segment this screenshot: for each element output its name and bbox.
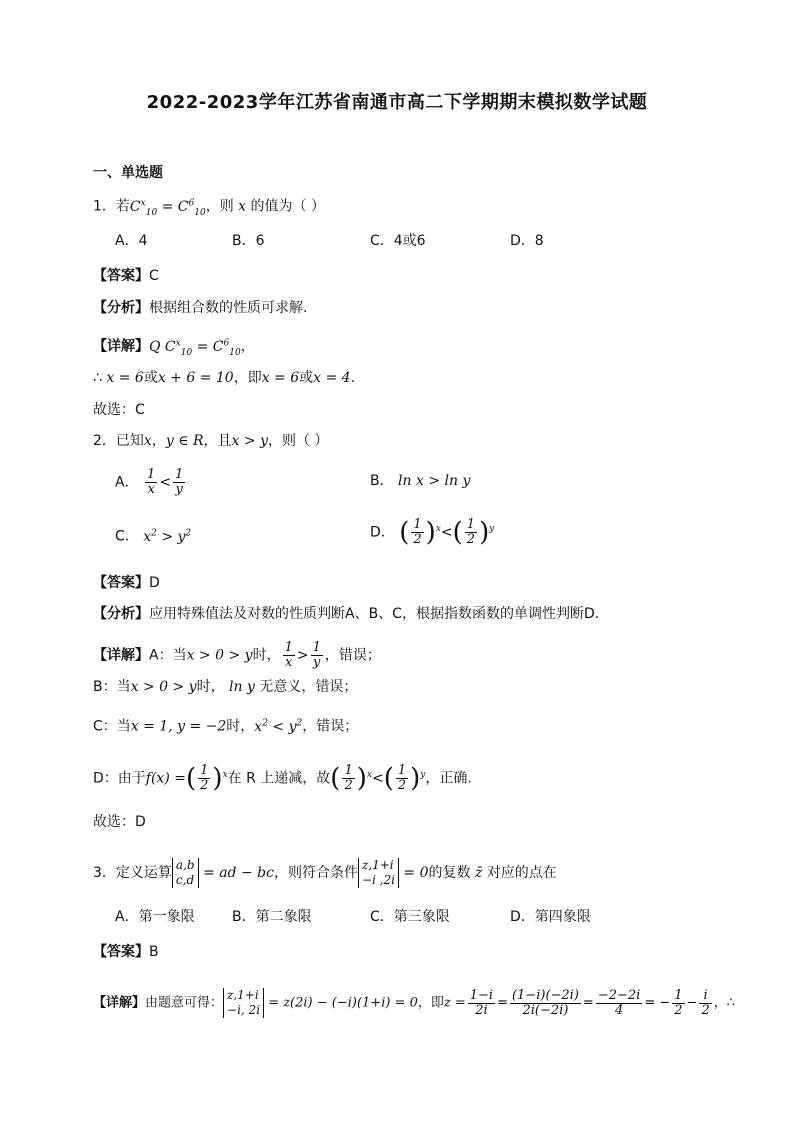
q1-option-a: A．4 <box>115 233 148 249</box>
q1-choice: 故选：C <box>93 402 145 418</box>
q2-option-b: B． ln x > ln y <box>370 473 471 489</box>
q2-detail-d: D：由于f(x) =( $\frac{1}{2}$ )$^x$在 R 上递减，故( $\frac{1}{2}$ )$^x$<( $\frac{1}{2}$ )$^y$，正确. <box>93 763 472 794</box>
q1-detail: 【详解】Q $C^x_{10} = C^6_{10}$， <box>93 338 255 358</box>
q2-option-c: C． $x^2 > y^2$ <box>115 528 192 545</box>
q1-option-b: B．6 <box>232 233 265 249</box>
page-title: 2022-2023学年江苏省南通市高二下学期期末模拟数学试题 <box>146 92 648 113</box>
q3-option-b: B．第二象限 <box>232 909 312 925</box>
q2-option-a: A． $\frac{1}{x}$ < $\frac{1}{y}$ <box>115 467 184 497</box>
q3-option-a: A．第一象限 <box>115 909 195 925</box>
section-heading: 一、单选题 <box>93 165 163 181</box>
q2-detail-c: C：当x = 1, y = −2时，$x^2 < y^2$，错误； <box>93 718 359 735</box>
question-2: 2．已知x，y ∈ R，且x > y，则（ ） <box>93 433 329 449</box>
q2-choice: 故选：D <box>93 814 146 830</box>
q1-answer: 【答案】C <box>93 268 159 284</box>
q1-option-c: C．4或6 <box>370 233 426 249</box>
question-3: 3．定义运算 a,b c,d = ad − bc，则符合条件 z,1+i −i ,2i = 0的复数 z̄ 对应的点在 <box>93 858 557 887</box>
q3-option-c: C．第三象限 <box>370 909 450 925</box>
q1-option-d: D．8 <box>510 233 544 249</box>
q1-analysis: 【分析】根据组合数的性质可求解. <box>93 300 308 316</box>
q2-detail-a: 【详解】A：当x > 0 > y时， $\frac{1}{x}$ > $\frac{1}{y}$ ，错误； <box>93 640 381 670</box>
q2-analysis: 【分析】应用特殊值法及对数的性质判断A、B、C，根据指数函数的单调性判断D. <box>93 606 600 622</box>
q2-detail-b: B：当x > 0 > y时， ln y 无意义，错误； <box>93 679 358 695</box>
question-1: 1．若$C^x_{10} = C^6_{10}$，则 x 的值为（ ） <box>93 198 325 218</box>
q2-answer: 【答案】D <box>93 575 160 591</box>
q1-detail-line2: ∴ x = 6或x + 6 = 10，即x = 6或x = 4. <box>93 370 356 386</box>
q3-detail: 【详解】由题意可得： z,1+i −i, 2i = z(2i) − (−i)(1+i) = 0，即z = $\frac{1-i}{2i}$ = $\frac{(1-i)(-2i)}{2i(-2i)}$ = $\frac{-2-2i}{4}$ = − $\frac{1}{2}$ − $\frac{i}{2}$ ，∴ <box>93 987 735 1018</box>
q2-option-d: D． ( $\frac{1}{2}$ )$^x$<( $\frac{1}{2}$ )$^y$ <box>370 517 495 548</box>
q3-option-d: D．第四象限 <box>510 909 591 925</box>
q3-answer: 【答案】B <box>93 944 159 960</box>
